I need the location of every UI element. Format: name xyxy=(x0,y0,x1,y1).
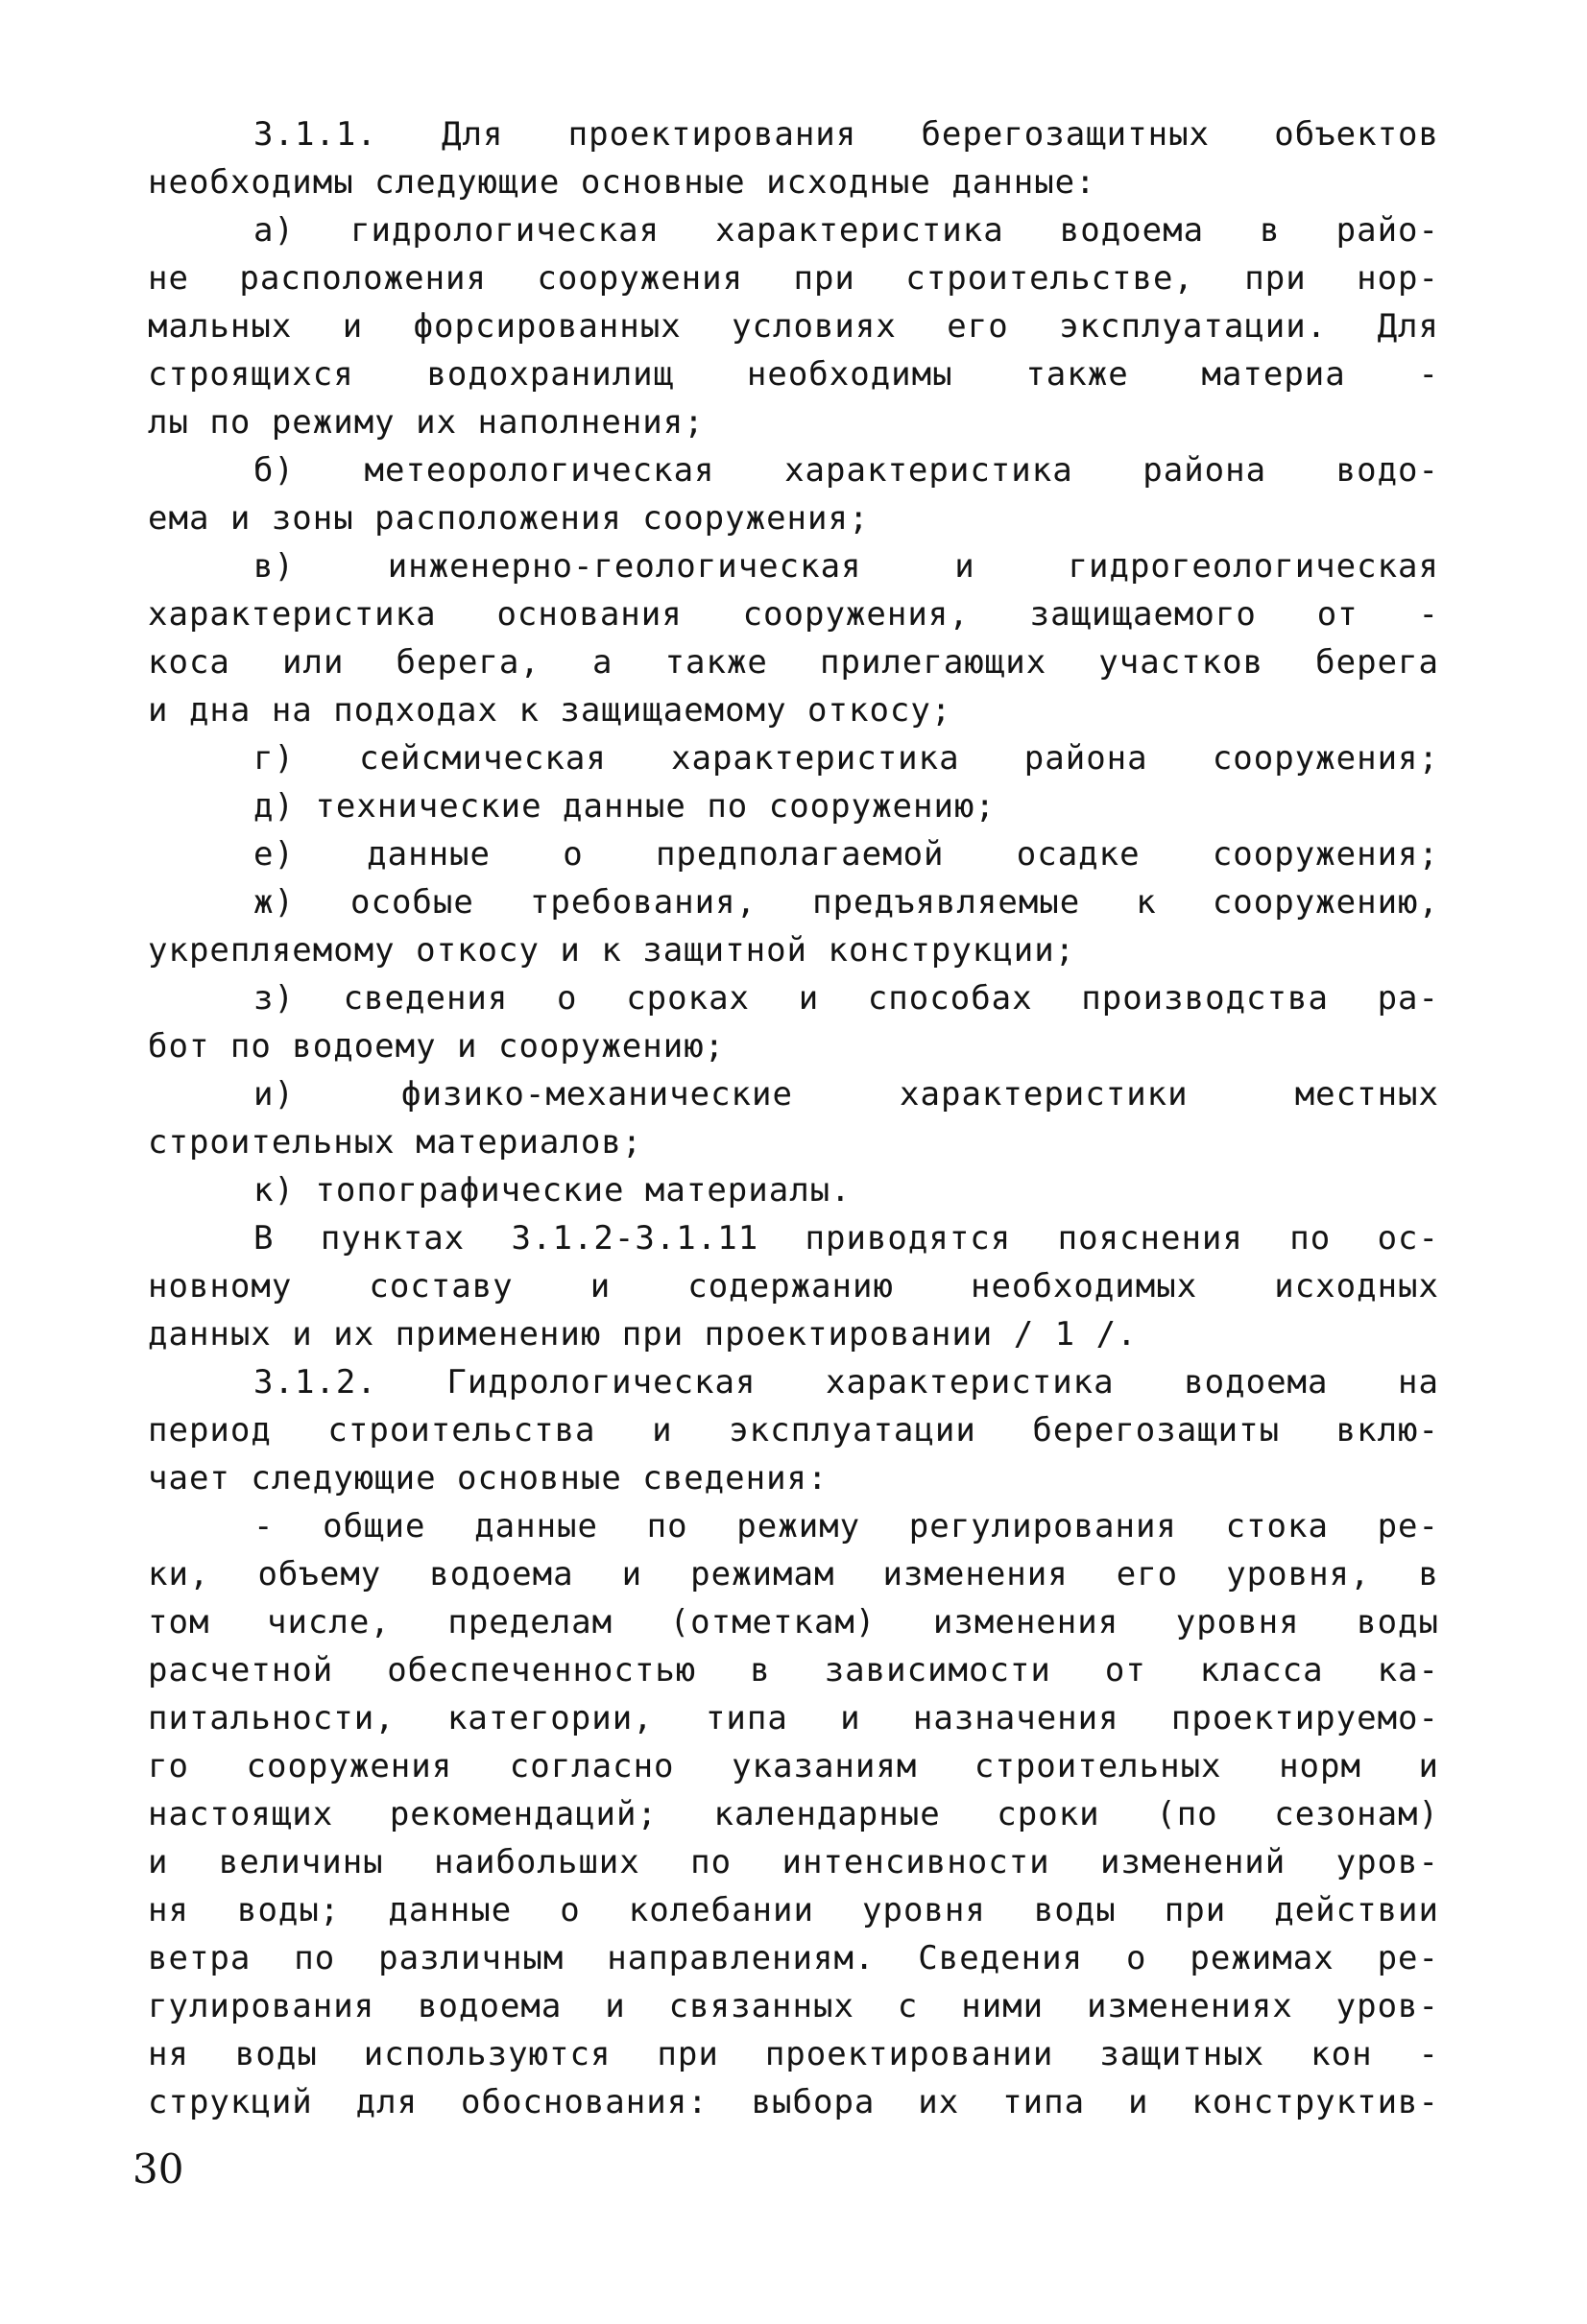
text-line: строящихся водохранилищ необходимы также материа - xyxy=(148,355,1439,394)
text-line: 3.1.2. Гидрологическая характеристика водоема на xyxy=(253,1363,1439,1402)
text-line: строительных материалов; xyxy=(148,1123,643,1162)
text-line: го сооружения согласно указаниям строительных норм и xyxy=(148,1747,1439,1785)
text-line: настоящих рекомендаций; календарные сроки (по сезонам) xyxy=(148,1795,1439,1833)
text-line: и величины наибольших по интенсивности изменений уров- xyxy=(148,1843,1439,1881)
text-line: лы по режиму их наполнения; xyxy=(148,403,705,442)
text-line: расчетной обеспеченностью в зависимости от класса ка- xyxy=(148,1651,1439,1689)
text-line: г) сейсмическая характеристика района сооружения; xyxy=(253,739,1439,778)
text-line: струкций для обоснования: выбора их типа и конструктив- xyxy=(148,2083,1439,2121)
text-line: чает следующие основные сведения: xyxy=(148,1459,829,1497)
text-line: б) метеорологическая характеристика района водо- xyxy=(253,451,1439,490)
text-line: характеристика основания сооружения, защищаемого от - xyxy=(148,595,1439,634)
text-line: В пунктах 3.1.2-3.1.11 приводятся пояснения по ос- xyxy=(253,1219,1439,1258)
body-text xyxy=(148,110,1439,2126)
text-line: мальных и форсированных условиях его эксплуатации. Для xyxy=(148,307,1439,346)
text-line: ня воды; данные о колебании уровня воды при действии xyxy=(148,1891,1439,1929)
text-line: а) гидрологическая характеристика водоема в райо- xyxy=(253,211,1439,250)
text-line: и дна на подходах к защищаемому откосу; xyxy=(148,691,952,730)
text-line: не расположения сооружения при строительстве, при нор- xyxy=(148,259,1439,298)
text-line: в) инженерно-геологическая и гидрогеологическая xyxy=(253,547,1439,586)
text-line: е) данные о предполагаемой осадке сооружения; xyxy=(253,835,1439,874)
text-line: укрепляемому откосу и к защитной конструкции; xyxy=(148,931,1076,970)
text-line: ема и зоны расположения сооружения; xyxy=(148,499,870,538)
text-line: ня воды используются при проектировании защитных кон - xyxy=(148,2035,1439,2073)
text-line: 3.1.1. Для проектирования берегозащитных объектов xyxy=(253,115,1439,154)
text-line: к) топографические материалы. xyxy=(253,1171,852,1210)
text-line: и) физико-механические характеристики местных xyxy=(253,1075,1439,1114)
text-line: данных и их применению при проектировании / 1 /. xyxy=(148,1315,1138,1354)
text-line: том числе, пределам (отметкам) изменения уровня воды xyxy=(148,1603,1439,1641)
text-line: новному составу и содержанию необходимых исходных xyxy=(148,1267,1439,1306)
text-line: з) сведения о сроках и способах производства ра- xyxy=(253,979,1439,1018)
text-line: необходимы следующие основные исходные данные: xyxy=(148,163,1096,202)
text-line: гулирования водоема и связанных с ними изменениях уров- xyxy=(148,1987,1439,2025)
text-line: бот по водоему и сооружению; xyxy=(148,1027,726,1066)
text-line: - общие данные по режиму регулирования стока ре- xyxy=(253,1507,1439,1545)
text-line: ки, объему водоема и режимам изменения его уровня, в xyxy=(148,1555,1439,1593)
text-line: д) технические данные по сооружению; xyxy=(253,787,996,826)
text-line: коса или берега, а также прилегающих участков берега xyxy=(148,643,1439,682)
page-number: 30 xyxy=(132,2145,184,2192)
text-line: период строительства и эксплуатации берегозащиты вклю- xyxy=(148,1411,1439,1450)
text-line: ж) особые требования, предъявляемые к сооружению, xyxy=(253,883,1439,922)
text-line: питальности, категории, типа и назначения проектируемо- xyxy=(148,1699,1439,1737)
text-line: ветра по различным направлениям. Сведения о режимах ре- xyxy=(148,1939,1439,1977)
